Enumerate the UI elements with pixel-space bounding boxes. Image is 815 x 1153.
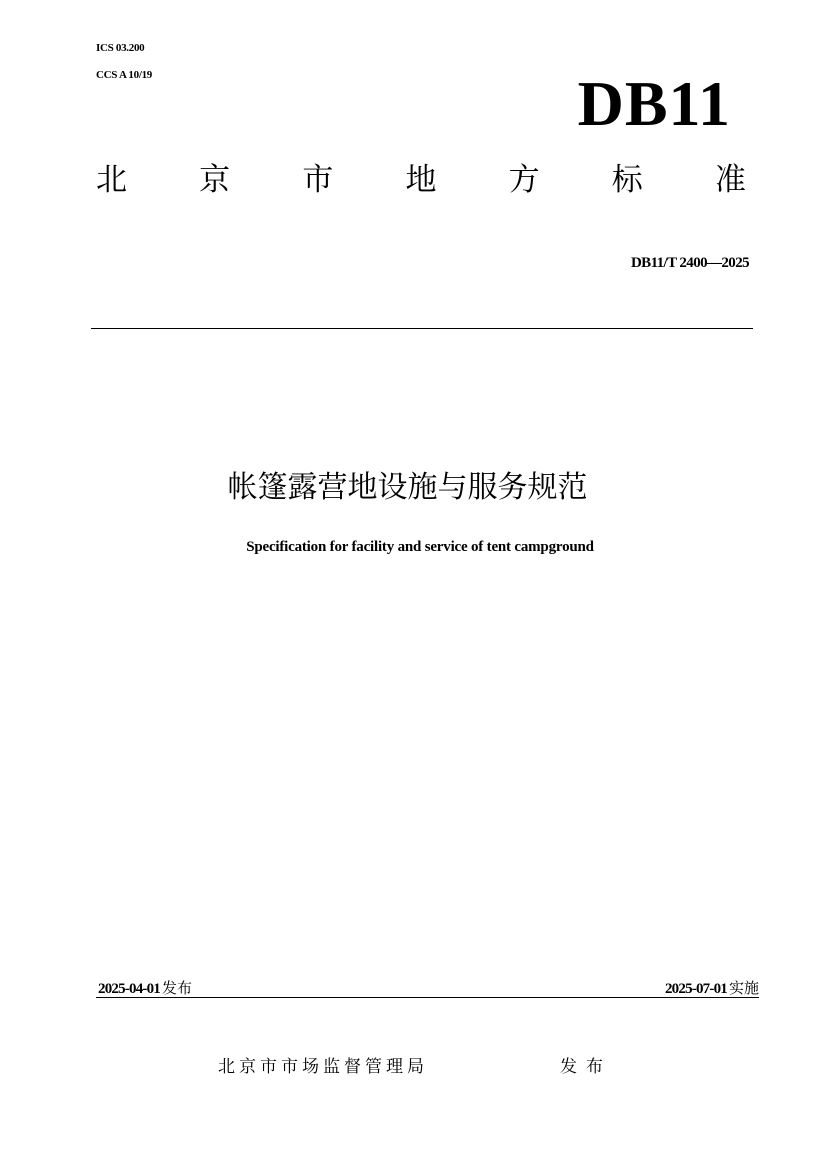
banner-char: 标: [611, 162, 643, 198]
banner-char: 地: [405, 162, 437, 198]
publish-date-block: [98, 977, 192, 998]
implement-date-block: [665, 977, 759, 998]
banner-char: 准: [714, 162, 746, 198]
banner-char: 方: [508, 162, 540, 198]
standard-number: DB11/T 2400—2025: [630, 255, 749, 271]
publish-date: 2025-04-01: [98, 981, 160, 997]
db11-logo: DB11: [577, 68, 731, 139]
ics-code: ICS 03.200: [96, 42, 145, 54]
banner-char: 市: [302, 162, 334, 198]
header-divider: [91, 328, 753, 329]
banner-char: 北: [96, 162, 127, 198]
standard-banner: [96, 158, 746, 202]
ccs-code: CCS A 10/19: [96, 69, 152, 81]
banner-char: 京: [199, 162, 231, 198]
document-title-chinese: 帐篷露营地设施与服务规范: [227, 470, 588, 505]
date-divider: [96, 997, 759, 998]
document-title-english: Specification for facility and service of tent campground: [246, 539, 594, 555]
issuing-authority: 北京市市场监督管理局: [218, 1057, 428, 1077]
publish-label: 发布: [162, 979, 193, 997]
issue-label: 发布: [560, 1057, 612, 1077]
implement-date: 2025-07-01: [664, 981, 727, 997]
implement-label: 实施: [728, 979, 759, 997]
